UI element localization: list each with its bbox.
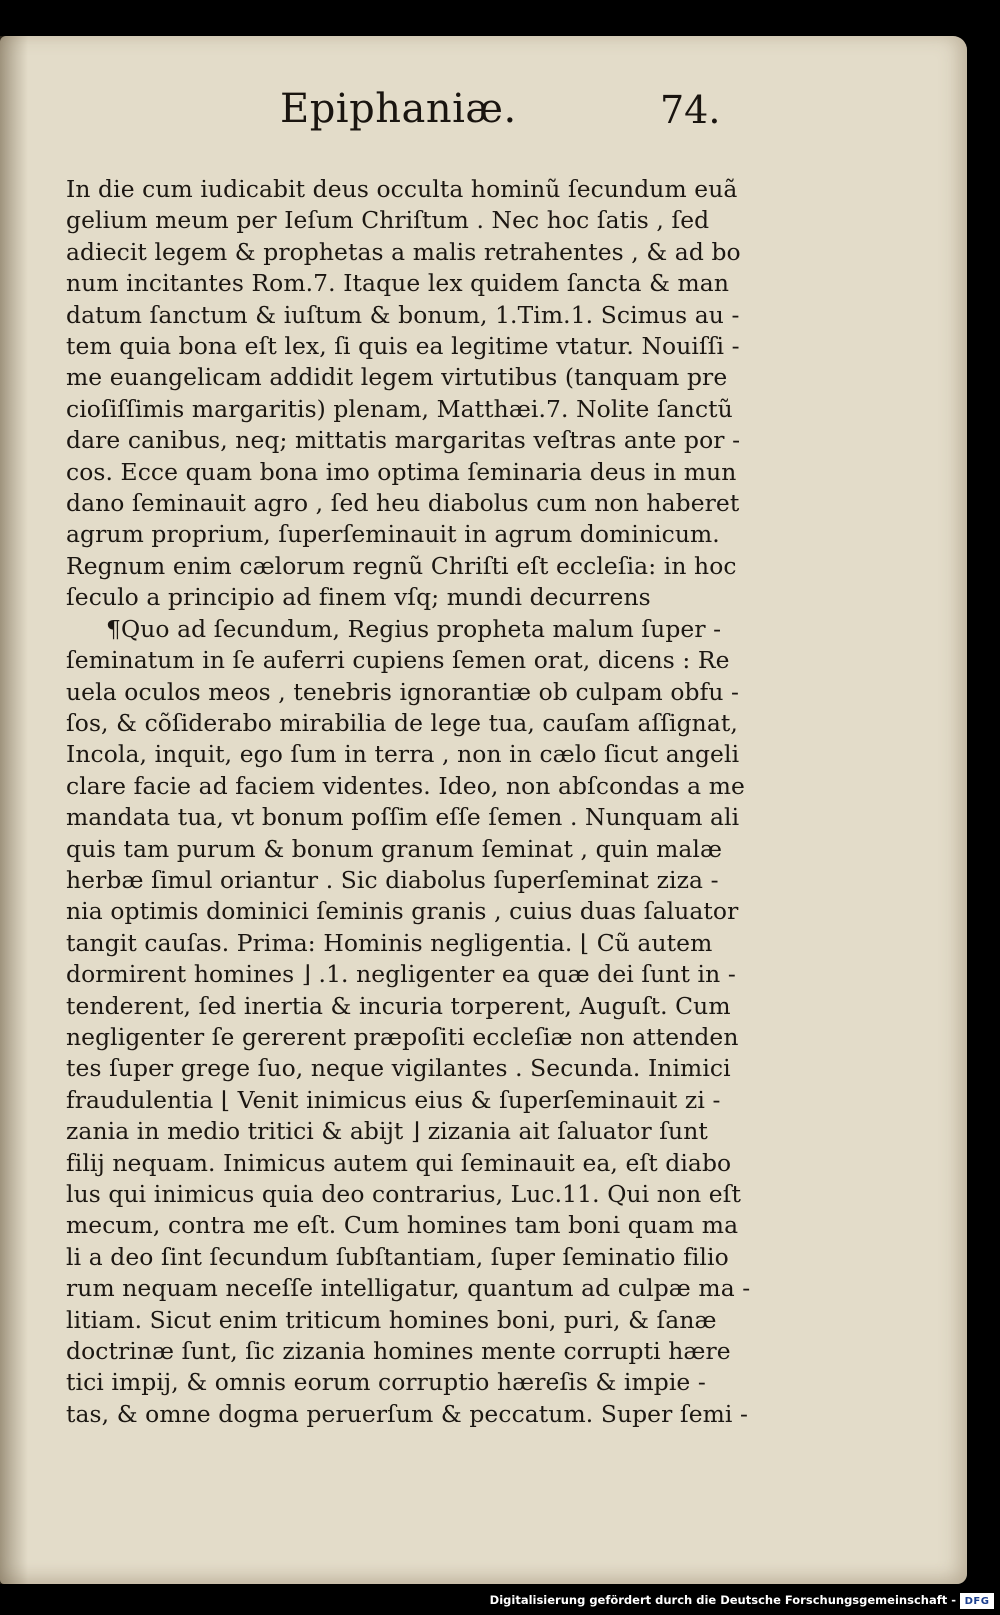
text-line: quis tam purum & bonum granum ſeminat , quin malæ [66,834,723,863]
text-line: filij nequam. Inimicus autem qui ſeminauit ea, eſt diabo [66,1148,732,1177]
text-line: Regnum enim cælorum regnũ Chriſti eſt eccleſia: in hoc [66,551,737,580]
text-line: tici impij, & omnis eorum corruptio hæreſis & impie - [66,1368,706,1397]
folio-number: 74. [660,88,721,132]
text-line: Incola, inquit, ego ſum in terra , non in cælo ſicut angeli [66,740,740,769]
text-line: ſeminatum in ſe auferri cupiens ſemen orat, dicens : Re [66,646,730,675]
dfg-logo: DFG [960,1593,994,1609]
text-line: In die cum iudicabit deus occulta hominũ ſecundum euã [66,175,738,203]
text-line: zania in medio tritici & abijt ⌋ zizania ait ſaluator ſunt [66,1117,708,1146]
text-line: tes ſuper grege ſuo, neque vigilantes . Secunda. Inimici [66,1054,731,1083]
text-line: li a deo ſint ſecundum ſubſtantiam, ſuper ſeminatio filio [66,1242,729,1271]
text-line: fraudulentia ⌊ Venit inimicus eius & ſuperſeminauit zi - [66,1085,721,1114]
text-line: tem quia bona eſt lex, ſi quis ea legitime vtatur. Nouiſſi - [66,332,740,361]
funding-credit: Digitalisierung gefördert durch die Deutsche Forschungsgemeinschaft - [489,1593,956,1607]
body-text [66,174,786,1430]
text-line: clare facie ad faciem videntes. Ideo, non abſcondas a me [66,771,745,800]
text-line: tenderent, ſed inertia & incuria torperent, Auguſt. Cum [66,991,731,1020]
text-line: uela oculos meos , tenebris ignorantiæ ob culpam obfu - [66,677,740,706]
text-line: lus qui inimicus quia deo contrarius, Luc.11. Qui non eſt [66,1180,742,1208]
text-line: mecum, contra me eſt. Cum homines tam boni quam ma [66,1211,739,1240]
text-line: negligenter ſe gererent præpoſiti eccleſiæ non attenden [66,1022,739,1051]
text-line: ſos, & cõſiderabo mirabilia de lege tua, cauſam aſſignat, [66,708,738,737]
text-line: cos. Ecce quam bona imo optima ſeminaria deus in mun [66,457,737,486]
text-line: datum ſanctum & iuſtum & bonum, 1.Tim.1. Scimus au - [66,300,740,329]
text-line: gelium meum per Ieſum Chriſtum . Nec hoc ſatis , ſed [66,206,710,235]
text-line: doctrinæ ſunt, ſic zizania homines mente corrupti hære [66,1337,731,1366]
text-line: adiecit legem & prophetas a malis retrahentes , & ad bo [66,237,741,266]
text-line: ¶Quo ad ſecundum, Regius propheta malum ſuper - [106,614,722,643]
text-line: tas, & omne dogma peruerſum & peccatum. Super ſemi - [66,1399,749,1428]
text-line: tangit cauſas. Prima: Hominis negligentia. ⌊ Cũ autem [66,928,713,957]
text-line: litiam. Sicut enim triticum homines boni, puri, & ſanæ [66,1305,717,1334]
text-line: ſeculo a principio ad finem vſq; mundi decurrens [66,583,651,612]
running-title: Epiphaniæ. [280,86,517,132]
text-line: rum nequam neceſſe intelligatur, quantum ad culpæ ma - [66,1274,751,1303]
text-line: nia optimis dominici ſeminis granis , cuius duas ſaluator [66,897,739,926]
text-line: num incitantes Rom.7. Itaque lex quidem ſancta & man [66,269,730,298]
text-line: agrum proprium, ſuperſeminauit in agrum dominicum. [66,520,720,549]
footer-bar [0,1584,1000,1615]
page-header [0,86,967,146]
book-page [0,36,967,1584]
text-line: me euangelicam addidit legem virtutibus (tanquam pre [66,363,728,392]
text-line: dare canibus, neq; mittatis margaritas veſtras ante por - [66,426,741,455]
text-line: dano ſeminauit agro , ſed heu diabolus cum non haberet [66,489,740,518]
text-line: herbæ ſimul oriantur . Sic diabolus ſuperſeminat ziza - [66,865,719,894]
text-line: dormirent homines ⌋ .1. negligenter ea quæ dei ſunt in - [66,960,736,989]
text-line: cioſiſſimis margaritis) plenam, Matthæi.7. Nolite ſanctũ [66,394,733,423]
text-line: mandata tua, vt bonum poſſim eſſe ſemen . Nunquam ali [66,803,740,832]
